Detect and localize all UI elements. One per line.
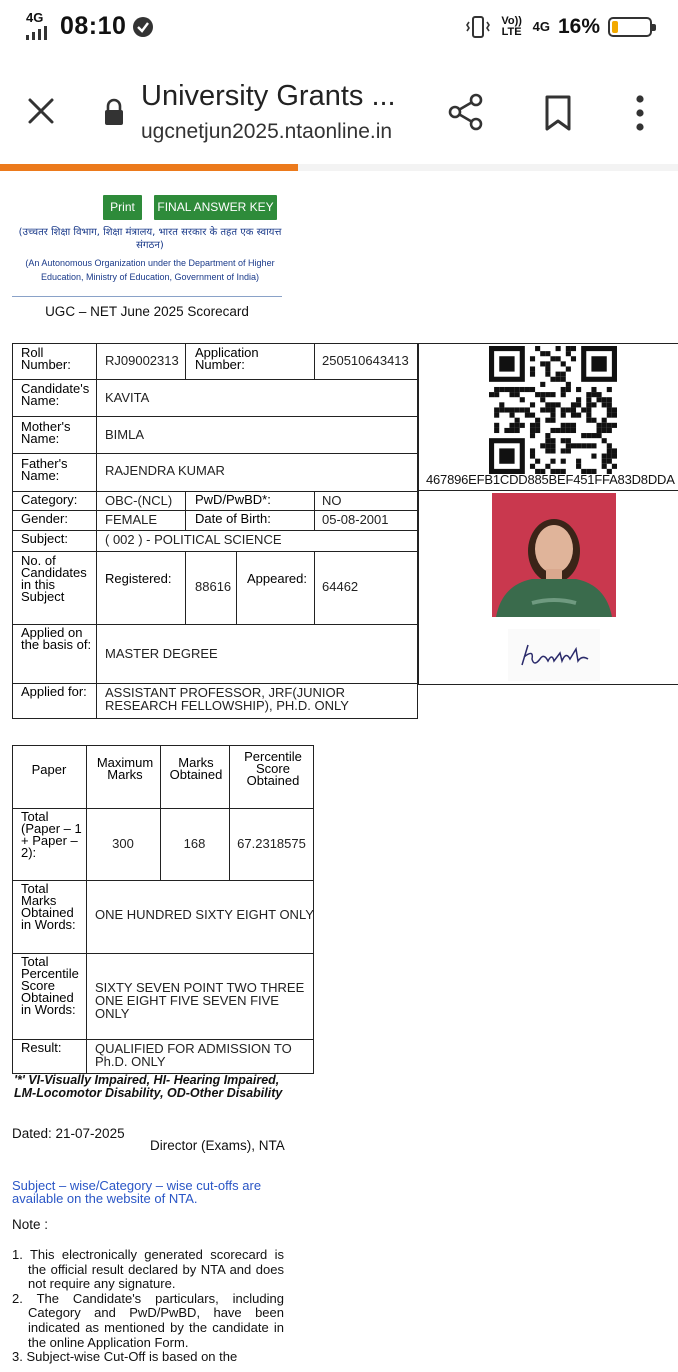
registered-value: 88616 bbox=[195, 579, 232, 594]
registered-label: Registered: bbox=[105, 571, 172, 586]
page-title[interactable]: University Grants ... bbox=[141, 80, 396, 112]
appeared-value: 64462 bbox=[322, 579, 359, 594]
share-icon[interactable] bbox=[446, 92, 486, 132]
note-item: 1. This electronically generated scorecard is the official result declared by NTA and does not require any signature. bbox=[12, 1247, 284, 1292]
note-heading: Note : bbox=[12, 1217, 49, 1232]
candidate-name-value: KAVITA bbox=[105, 390, 150, 405]
subject-label: Subject: bbox=[21, 531, 68, 546]
lock-icon[interactable] bbox=[103, 98, 125, 126]
appeared-label: Appeared: bbox=[247, 571, 307, 586]
data-indicator: 4G bbox=[532, 19, 550, 34]
category-label: Category: bbox=[21, 492, 78, 507]
battery-icon bbox=[608, 17, 652, 37]
gender-value: FEMALE bbox=[105, 512, 158, 527]
applied-for-value: ASSISTANT PROFESSOR, JRF(JUNIOR RESEARCH FELLOWSHIP), PH.D. ONLY bbox=[105, 685, 349, 713]
org-english-text: (An Autonomous Organization under the Department of Higher Education, Ministry of Education, Government of India) bbox=[25, 258, 275, 282]
director-text: Director (Exams), NTA bbox=[150, 1138, 285, 1153]
pwd-label: PwD/PwBD*: bbox=[195, 492, 271, 507]
scorecard-title: UGC – NET June 2025 Scorecard bbox=[45, 304, 249, 319]
dated-text: Dated: 21-07-2025 bbox=[12, 1126, 125, 1141]
close-icon[interactable] bbox=[22, 92, 60, 130]
result-label: Result: bbox=[21, 1040, 62, 1055]
battery-level bbox=[612, 21, 618, 33]
volte-indicator: Vo)) LTE bbox=[501, 15, 522, 38]
vibrate-icon bbox=[465, 14, 491, 40]
pwd-value: NO bbox=[322, 493, 342, 508]
page-load-progress-fill bbox=[0, 164, 298, 171]
note-item: 3. Subject-wise Cut-Off is based on the bbox=[12, 1349, 238, 1365]
dob-label: Date of Birth: bbox=[195, 511, 271, 526]
candidate-name-label: Candidate's Name: bbox=[21, 381, 90, 408]
application-number-label: Application Number: bbox=[195, 345, 259, 372]
browser-toolbar bbox=[0, 60, 678, 160]
marks-obtained-value: 168 bbox=[183, 836, 206, 851]
result-value: QUALIFIED FOR ADMISSION TO Ph.D. ONLY bbox=[95, 1041, 292, 1069]
col-percentile: Percentile Score Obtained bbox=[244, 749, 302, 788]
qr-code-text: 467896EFB1CDD885BEF451FFA83D8DDA bbox=[426, 472, 675, 487]
roll-number-value: RJ09002313 bbox=[105, 353, 179, 368]
network-type: 4G bbox=[26, 10, 44, 25]
mother-name-value: BIMLA bbox=[105, 427, 145, 442]
status-bar bbox=[0, 0, 678, 56]
candidate-signature bbox=[508, 629, 600, 681]
qr-code-image bbox=[489, 346, 617, 474]
percentile-words-value: SIXTY SEVEN POINT TWO THREE ONE EIGHT FIVE SEVEN FIVE ONLY bbox=[95, 980, 305, 1021]
marks-words-value: ONE HUNDRED SIXTY EIGHT ONLY bbox=[95, 907, 314, 922]
total-label: Total (Paper – 1 + Paper – 2): bbox=[21, 809, 82, 860]
more-vert-icon[interactable] bbox=[626, 94, 654, 132]
subject-value: ( 002 ) - POLITICAL SCIENCE bbox=[105, 532, 282, 547]
applied-basis-value: MASTER DEGREE bbox=[105, 646, 218, 661]
dob-value: 05-08-2001 bbox=[322, 512, 389, 527]
category-value: OBC-(NCL) bbox=[105, 493, 173, 508]
final-answer-key-button[interactable]: FINAL ANSWER KEY bbox=[154, 195, 277, 220]
page-url[interactable]: ugcnetjun2025.ntaonline.in bbox=[141, 120, 393, 143]
status-check-icon bbox=[133, 17, 153, 37]
scorecard-page bbox=[0, 171, 678, 1372]
bookmark-icon[interactable] bbox=[540, 94, 576, 132]
applied-basis-label: Applied on the basis of: bbox=[21, 625, 92, 652]
disability-footnote: '*' VI-Visually Impaired, HI- Hearing Impaired, LM-Locomotor Disability, OD-Other Disability bbox=[14, 1073, 283, 1100]
signal-icon bbox=[26, 26, 54, 40]
col-max-marks: Maximum Marks bbox=[96, 755, 154, 782]
col-marks-obtained: Marks Obtained bbox=[169, 755, 223, 782]
page-load-progress bbox=[0, 164, 678, 171]
battery-percent: 16% bbox=[557, 15, 600, 38]
status-right-group bbox=[465, 12, 652, 42]
roll-number-label: Roll Number: bbox=[21, 345, 71, 372]
notes-list bbox=[12, 1248, 284, 1365]
mother-name-label: Mother's Name: bbox=[21, 419, 71, 446]
note-item: 2. The Candidate's particulars, including Category and PwD/PwBD, have been indicated as mentioned by the candidate in the online Application Form. bbox=[12, 1290, 284, 1350]
candidates-count-label: No. of Candidates in this Subject bbox=[21, 553, 87, 604]
father-name-value: RAJENDRA KUMAR bbox=[105, 463, 225, 478]
percentile-words-label: Total Percentile Score Obtained in Words: bbox=[21, 954, 79, 1017]
applied-for-label: Applied for: bbox=[21, 684, 87, 699]
col-paper: Paper bbox=[31, 762, 67, 777]
candidate-photo bbox=[492, 493, 616, 617]
print-button[interactable]: Print bbox=[103, 195, 142, 220]
marks-words-label: Total Marks Obtained in Words: bbox=[21, 881, 76, 932]
max-marks-value: 300 bbox=[112, 836, 134, 851]
header-divider bbox=[12, 296, 282, 297]
org-hindi-text: (उच्चतर शिक्षा विभाग, शिक्षा मंत्रालय, भारत सरकार के तहत एक स्वायत्त संगठन) bbox=[18, 227, 282, 251]
clock: 08:10 bbox=[60, 12, 127, 40]
application-number-value: 250510643413 bbox=[322, 353, 409, 368]
percentile-value: 67.2318575 bbox=[237, 836, 306, 851]
cutoff-note[interactable]: Subject – wise/Category – wise cut-offs are available on the website of NTA. bbox=[12, 1178, 262, 1206]
gender-label: Gender: bbox=[21, 511, 68, 526]
father-name-label: Father's Name: bbox=[21, 456, 68, 483]
